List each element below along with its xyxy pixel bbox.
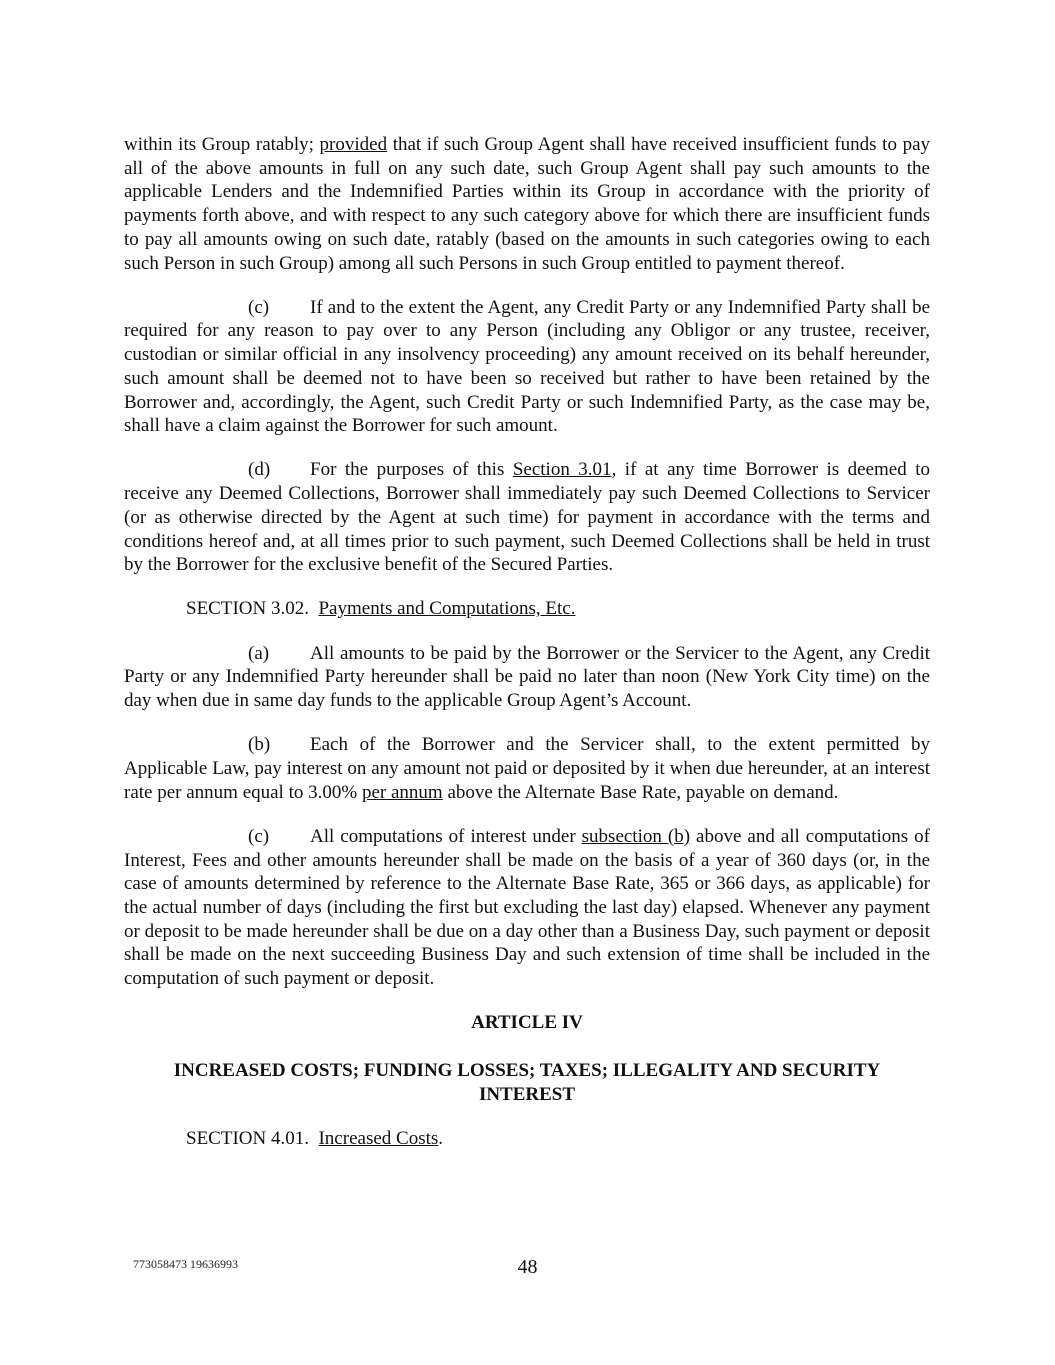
document-id: 773058473 19636993 (133, 1257, 238, 1271)
document-page (124, 133, 930, 1171)
paragraph-c-indemnified: (c) If and to the extent the Agent, any Credit Party or any Indemnified Party shall be required for any reason to pay over to any Person (including any Obligor or any trustee, receiver, custodian or similar official in any insolvency proceeding) any amount received on its behalf hereunder, such amount shall be deemed not to have been so received but rather to have been retained by the Borrower and, accordingly, the Agent, such Credit Party or such Indemnified Party, as the case may be, shall have a claim against the Borrower for such amount. (124, 296, 930, 437)
provided-term: provided (319, 134, 388, 155)
article-title: INCREASED COSTS; FUNDING LOSSES; TAXES; ILLEGALITY AND SECURITY INTEREST (173, 1060, 881, 1105)
paragraph-label: (a) (248, 642, 270, 664)
section-reference: Section 3.01 (512, 459, 612, 481)
per-annum-term: per annum (361, 781, 443, 803)
paragraph-label: (c) (248, 296, 270, 318)
section-title: Increased Costs (318, 1127, 439, 1149)
section-4-01-heading: SECTION 4.01. Increased Costs. (186, 1127, 444, 1149)
paragraph-label: (c) (248, 825, 270, 847)
paragraph-c-computations: (c) All computations of interest under subsection (b) above and all computations of Interest, Fees and other amounts hereunder shall be made on the basis of a year of 360 days (or, in the case of amounts determined by reference to the Alternate Base Rate, 365 or 366 days, as applicable) for the actual number of days (including the first but excluding the last day) elapsed. Whenever any payment or deposit to be made hereunder shall be due on a day other than a Business Day, such payment or deposit shall be made on the next succeeding Business Day and such extension of time shall be included in the computation of such payment or deposit. (124, 825, 931, 990)
section-title: Payments and Computations, Etc. (318, 598, 576, 620)
paragraph-label: (b) (248, 734, 271, 756)
subsection-reference: subsection (b) (581, 825, 691, 847)
page-number: 48 (517, 1256, 538, 1278)
continuation-paragraph: within its Group ratably; provided that if such Group Agent shall have received insufficient funds to pay all of the above amounts in full on any such date, such Group Agent shall pay such amounts to the applicable Lenders and the Indemnified Parties within its Group in accordance with the priority of payments forth above, and with respect to any such category above for which there are insufficient funds to pay all amounts owing on such date, ratably (based on the amounts in such categories owing to each such Person in such Group) among all such Persons in such Group entitled to payment thereof. (124, 134, 930, 274)
article-heading: ARTICLE IV (471, 1012, 583, 1034)
paragraph-a-payments: (a) All amounts to be paid by the Borrower or the Servicer to the Agent, any Credit Party or any Indemnified Party hereunder shall be paid no later than noon (New York City time) on the day when due in same day funds to the applicable Group Agent’s Account. (124, 642, 930, 712)
section-3-02-heading: SECTION 3.02. Payments and Computations, Etc. (186, 598, 576, 620)
paragraph-label: (d) (248, 459, 271, 481)
paragraph-b-interest: (b) Each of the Borrower and the Servicer shall, to the extent permitted by Applicable Law, pay interest on any amount not paid or deposited by it when due hereunder, at an interest rate per annum equal to 3.00% per annum above the Alternate Base Rate, payable on demand. (124, 734, 930, 803)
paragraph-d-deemed-collections: (d) For the purposes of this Section 3.01, if at any time Borrower is deemed to receive any Deemed Collections, Borrower shall immediately pay such Deemed Collections to Servicer (or as otherwise directed by the Agent at such time) for payment in accordance with the terms and conditions hereof and, at all times prior to such payment, such Deemed Collections shall be held in trust by the Borrower for the exclusive benefit of the Secured Parties. (124, 459, 931, 576)
